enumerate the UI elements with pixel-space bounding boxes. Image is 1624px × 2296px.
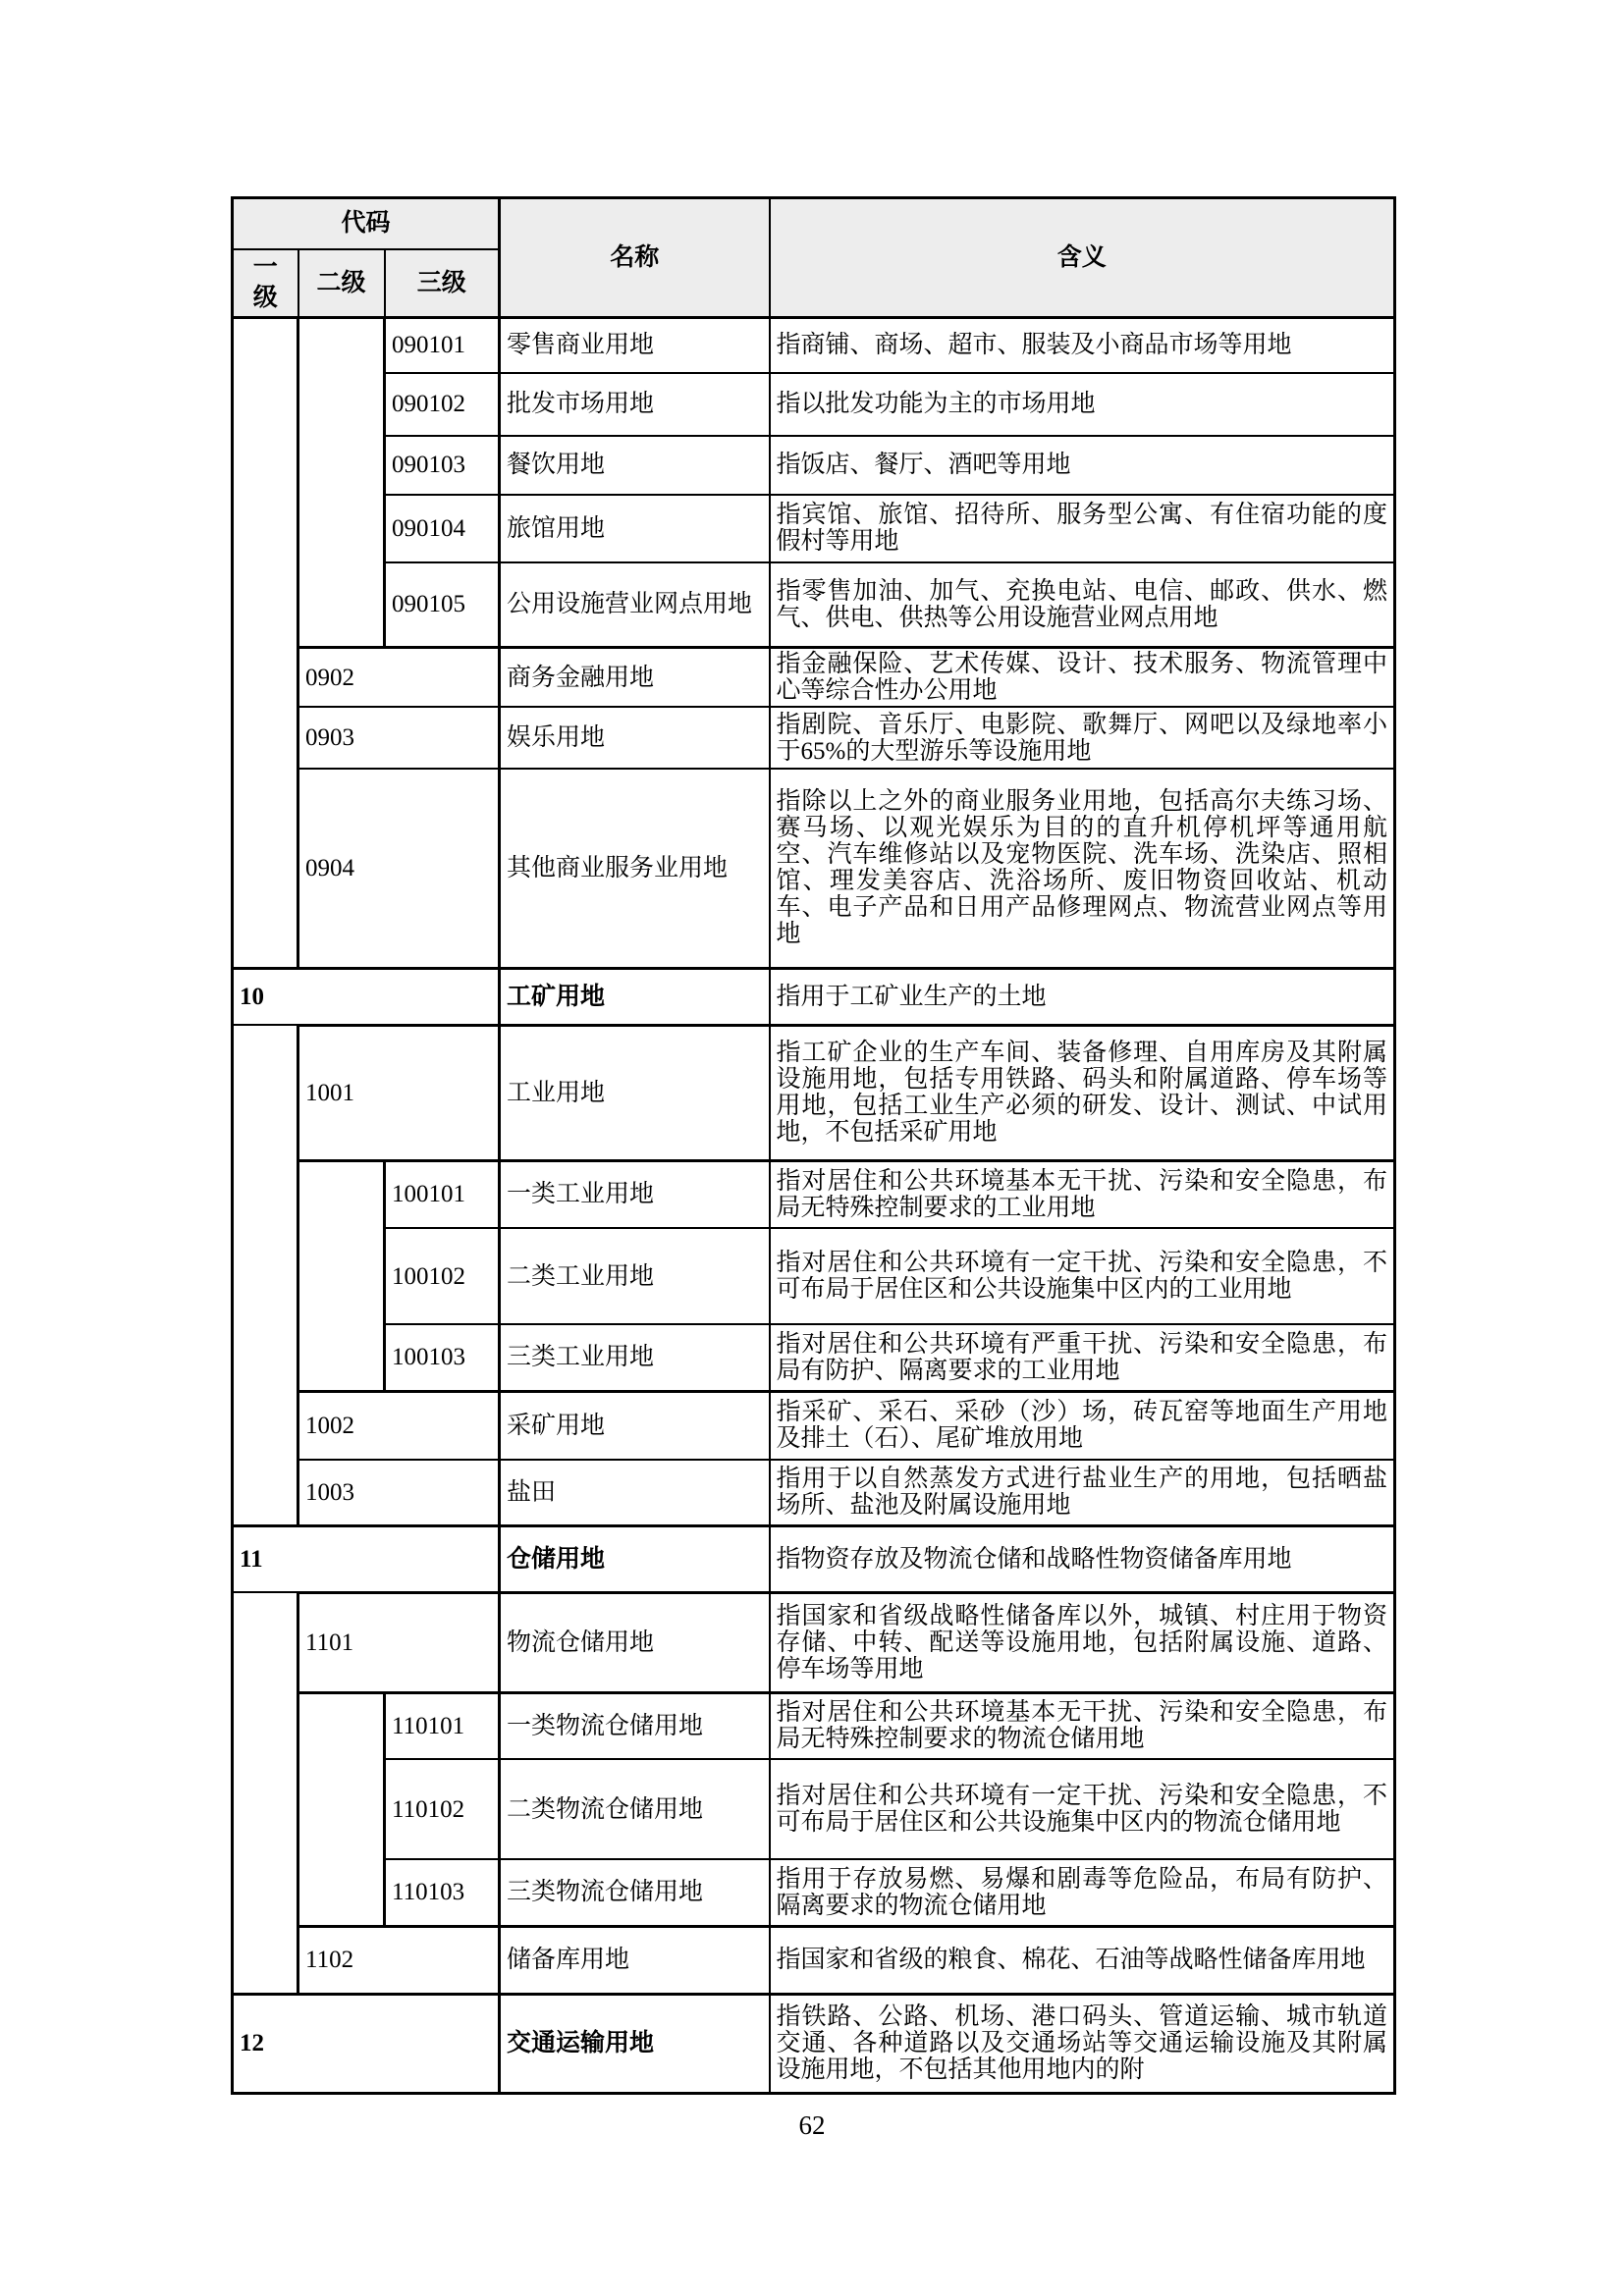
header-code: 代码 [233, 198, 500, 249]
code-cell: 1101 [298, 1592, 500, 1692]
meaning-cell: 指国家和省级战略性储备库以外，城镇、村庄用于物资存储、中转、配送等设施用地，包括附属设施、道路、停车场等用地 [770, 1592, 1395, 1692]
table-row [233, 1391, 1395, 1460]
table-row [233, 1160, 1395, 1228]
code-cell: 1002 [298, 1391, 500, 1460]
table-row [233, 1692, 1395, 1759]
meaning-cell: 指饭店、餐厅、酒吧等用地 [770, 436, 1395, 495]
table-row [233, 769, 1395, 968]
table-row [233, 648, 1395, 708]
name-cell: 工业用地 [500, 1025, 770, 1160]
meaning-cell: 指国家和省级的粮食、棉花、石油等战略性储备库用地 [770, 1926, 1395, 1994]
name-cell: 采矿用地 [500, 1391, 770, 1460]
landuse-classification-table [231, 196, 1396, 2095]
code-cell: 10 [233, 968, 500, 1025]
meaning-cell: 指对居住和公共环境基本无干扰、污染和安全隐患，布局无特殊控制要求的物流仓储用地 [770, 1692, 1395, 1759]
code-cell: 12 [233, 1994, 500, 2093]
code-cell: 090105 [385, 562, 500, 648]
code-cell: 110102 [385, 1759, 500, 1859]
meaning-cell: 指金融保险、艺术传媒、设计、技术服务、物流管理中心等综合性办公用地 [770, 648, 1395, 708]
level1-empty-cell [233, 1025, 298, 1525]
code-cell: 0902 [298, 648, 500, 708]
table-row [233, 1324, 1395, 1391]
meaning-cell: 指对居住和公共环境基本无干扰、污染和安全隐患，布局无特殊控制要求的工业用地 [770, 1160, 1395, 1228]
name-cell: 三类物流仓储用地 [500, 1859, 770, 1926]
code-cell: 090101 [385, 318, 500, 373]
name-cell: 交通运输用地 [500, 1994, 770, 2093]
name-cell: 零售商业用地 [500, 318, 770, 373]
name-cell: 一类工业用地 [500, 1160, 770, 1228]
table-row [233, 968, 1395, 1025]
name-cell: 二类工业用地 [500, 1228, 770, 1324]
code-cell: 090104 [385, 495, 500, 562]
header-level3: 三级 [385, 249, 500, 318]
meaning-cell: 指商铺、商场、超市、服装及小商品市场等用地 [770, 318, 1395, 373]
name-cell: 二类物流仓储用地 [500, 1759, 770, 1859]
table-row [233, 1926, 1395, 1994]
table-row [233, 1025, 1395, 1160]
table-row [233, 1994, 1395, 2093]
name-cell: 储备库用地 [500, 1926, 770, 1994]
name-cell: 批发市场用地 [500, 373, 770, 436]
table-row [233, 373, 1395, 436]
meaning-cell: 指用于工矿业生产的土地 [770, 968, 1395, 1025]
code-cell: 1001 [298, 1025, 500, 1160]
table-row [233, 707, 1395, 769]
name-cell: 仓储用地 [500, 1525, 770, 1592]
table-row [233, 495, 1395, 562]
table-row [233, 1525, 1395, 1592]
table-row [233, 318, 1395, 373]
header-level1 [233, 249, 298, 318]
name-cell: 其他商业服务业用地 [500, 769, 770, 968]
code-cell: 0904 [298, 769, 500, 968]
code-cell: 100103 [385, 1324, 500, 1391]
level2-empty-cell [298, 318, 385, 648]
meaning-cell: 指铁路、公路、机场、港口码头、管道运输、城市轨道交通、各种道路以及交通场站等交通运输设施及其附属设施用地，不包括其他用地内的附 [770, 1994, 1395, 2093]
name-cell: 餐饮用地 [500, 436, 770, 495]
code-cell: 1003 [298, 1460, 500, 1525]
meaning-cell: 指工矿企业的生产车间、装备修理、自用库房及其附属设施用地，包括专用铁路、码头和附属道路、停车场等用地，包括工业生产必须的研发、设计、测试、中试用地，不包括采矿用地 [770, 1025, 1395, 1160]
meaning-cell: 指对居住和公共环境有一定干扰、污染和安全隐患，不可布局于居住区和公共设施集中区内的工业用地 [770, 1228, 1395, 1324]
code-cell: 090103 [385, 436, 500, 495]
level1-empty-cell [233, 318, 298, 969]
name-cell: 商务金融用地 [500, 648, 770, 708]
name-cell: 物流仓储用地 [500, 1592, 770, 1692]
level2-empty-cell [298, 1160, 385, 1391]
name-cell: 工矿用地 [500, 968, 770, 1025]
table-row [233, 1460, 1395, 1525]
code-cell: 110101 [385, 1692, 500, 1759]
meaning-cell: 指用于存放易燃、易爆和剧毒等危险品，布局有防护、隔离要求的物流仓储用地 [770, 1859, 1395, 1926]
code-cell: 1102 [298, 1926, 500, 1994]
name-cell: 娱乐用地 [500, 707, 770, 769]
name-cell: 旅馆用地 [500, 495, 770, 562]
meaning-cell: 指宾馆、旅馆、招待所、服务型公寓、有住宿功能的度假村等用地 [770, 495, 1395, 562]
page-number: 62 [798, 2110, 826, 2140]
header-level1-label: 一级 [252, 254, 278, 312]
name-cell: 三类工业用地 [500, 1324, 770, 1391]
meaning-cell: 指物资存放及物流仓储和战略性物资储备库用地 [770, 1525, 1395, 1592]
code-cell: 100102 [385, 1228, 500, 1324]
table-row [233, 1759, 1395, 1859]
meaning-cell: 指零售加油、加气、充换电站、电信、邮政、供水、燃气、供电、供热等公用设施营业网点用地 [770, 562, 1395, 648]
table-row [233, 436, 1395, 495]
table-row [233, 1228, 1395, 1324]
name-cell: 盐田 [500, 1460, 770, 1525]
meaning-cell: 指对居住和公共环境有严重干扰、污染和安全隐患，布局有防护、隔离要求的工业用地 [770, 1324, 1395, 1391]
meaning-cell: 指除以上之外的商业服务业用地，包括高尔夫练习场、赛马场、以观光娱乐为目的的直升机停机坪等通用航空、汽车维修站以及宠物医院、洗车场、洗染店、照相馆、理发美容店、洗浴场所、废旧物资回收站、机动车、电子产品和日用产品修理网点、物流营业网点等用地 [770, 769, 1395, 968]
table-row [233, 562, 1395, 648]
name-cell: 公用设施营业网点用地 [500, 562, 770, 648]
level1-empty-cell [233, 1592, 298, 1994]
code-cell: 100101 [385, 1160, 500, 1228]
header-row-1 [233, 198, 1395, 249]
header-meaning: 含义 [770, 198, 1395, 318]
table-row [233, 1859, 1395, 1926]
meaning-cell: 指以批发功能为主的市场用地 [770, 373, 1395, 436]
code-cell: 0903 [298, 707, 500, 769]
name-cell: 一类物流仓储用地 [500, 1692, 770, 1759]
code-cell: 090102 [385, 373, 500, 436]
meaning-cell: 指对居住和公共环境有一定干扰、污染和安全隐患，不可布局于居住区和公共设施集中区内的物流仓储用地 [770, 1759, 1395, 1859]
meaning-cell: 指剧院、音乐厅、电影院、歌舞厅、网吧以及绿地率小于65%的大型游乐等设施用地 [770, 707, 1395, 769]
level2-empty-cell [298, 1692, 385, 1926]
code-cell: 110103 [385, 1859, 500, 1926]
code-cell: 11 [233, 1525, 500, 1592]
header-level2: 二级 [298, 249, 385, 318]
meaning-cell: 指采矿、采石、采砂（沙）场，砖瓦窑等地面生产用地及排土（石）、尾矿堆放用地 [770, 1391, 1395, 1460]
meaning-cell: 指用于以自然蒸发方式进行盐业生产的用地，包括晒盐场所、盐池及附属设施用地 [770, 1460, 1395, 1525]
table-row [233, 1592, 1395, 1692]
header-name: 名称 [500, 198, 770, 318]
